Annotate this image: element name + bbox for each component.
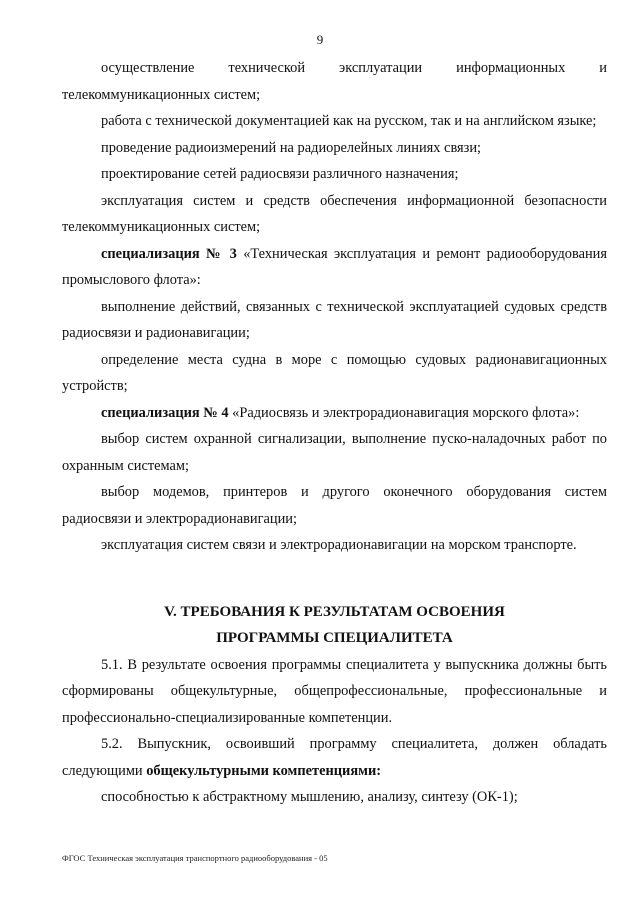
paragraph [62, 241, 607, 294]
paragraph-bold: специализация № 3 [101, 245, 237, 262]
paragraph-5-2-text: 5.2. Выпускник, освоивший программу специалитета, должен обладать следующими [62, 736, 607, 779]
paragraph [62, 347, 607, 400]
paragraph-5-1: 5.1. В результате освоения программы специалитета у выпускника должны быть сформированы общекультурные, общепрофессиональные, профессиональные и профессионально-специализированные компетенции. [62, 656, 607, 726]
paragraph-text: проектирование сетей радиосвязи различного назначения; [101, 166, 459, 182]
paragraph-text: «Техническая эксплуатация и ремонт радиооборудования промыслового флота»: [62, 245, 607, 288]
paragraph-text: эксплуатация систем связи и электрорадионавигации на морском транспорте. [101, 537, 577, 553]
paragraph-text: определение места судна в море с помощью судовых радионавигационных устройств; [62, 351, 607, 394]
paragraph-text: выбор систем охранной сигнализации, выполнение пуско-наладочных работ по охранным системам; [62, 431, 607, 474]
paragraph-ok-1: способностью к абстрактному мышлению, анализу, синтезу (ОК-1); [101, 789, 518, 805]
paragraph [62, 108, 607, 135]
paragraph [62, 400, 607, 427]
paragraph [62, 532, 607, 559]
paragraph-text: «Радиосвязь и электрорадионавигация морского флота»: [228, 404, 580, 421]
paragraph [62, 479, 607, 532]
paragraph [62, 135, 607, 162]
paragraph-list [62, 55, 607, 559]
paragraph [62, 55, 607, 108]
paragraph [62, 188, 607, 241]
paragraph-text: эксплуатация систем и средств обеспечения информационной безопасности телекоммуникационных систем; [62, 192, 607, 235]
page-number: 9 [316, 32, 324, 47]
paragraph-text: выполнение действий, связанных с технической эксплуатацией судовых средств радиосвязи и радионавигации; [62, 298, 607, 341]
paragraph-5-2-bold: общекультурными компетенциями: [146, 762, 382, 779]
paragraph-text: осуществление технической эксплуатации информационных и телекоммуникационных систем; [62, 60, 607, 103]
paragraph [62, 426, 607, 479]
footer: ФГОС Техническая эксплуатация транспортного радиооборудования - 05 [62, 853, 328, 863]
document-body [62, 55, 607, 811]
paragraph [62, 294, 607, 347]
section-title-line-1: V. ТРЕБОВАНИЯ К РЕЗУЛЬТАТАМ ОСВОЕНИЯ [164, 603, 505, 620]
paragraph-5-2 [62, 731, 607, 784]
paragraph-bold: специализация № 4 [101, 404, 229, 421]
paragraph [62, 161, 607, 188]
paragraph-text: проведение радиоизмерений на радиорелейных линиях связи; [101, 139, 482, 156]
paragraph-text: выбор модемов, принтеров и другого оконечного оборудования систем радиосвязи и электрорадионавигации; [62, 484, 607, 527]
paragraph-text: работа с технической документацией как на русском, так и на английском языке; [101, 113, 597, 129]
section-title-line-2: ПРОГРАММЫ СПЕЦИАЛИТЕТА [216, 630, 453, 646]
